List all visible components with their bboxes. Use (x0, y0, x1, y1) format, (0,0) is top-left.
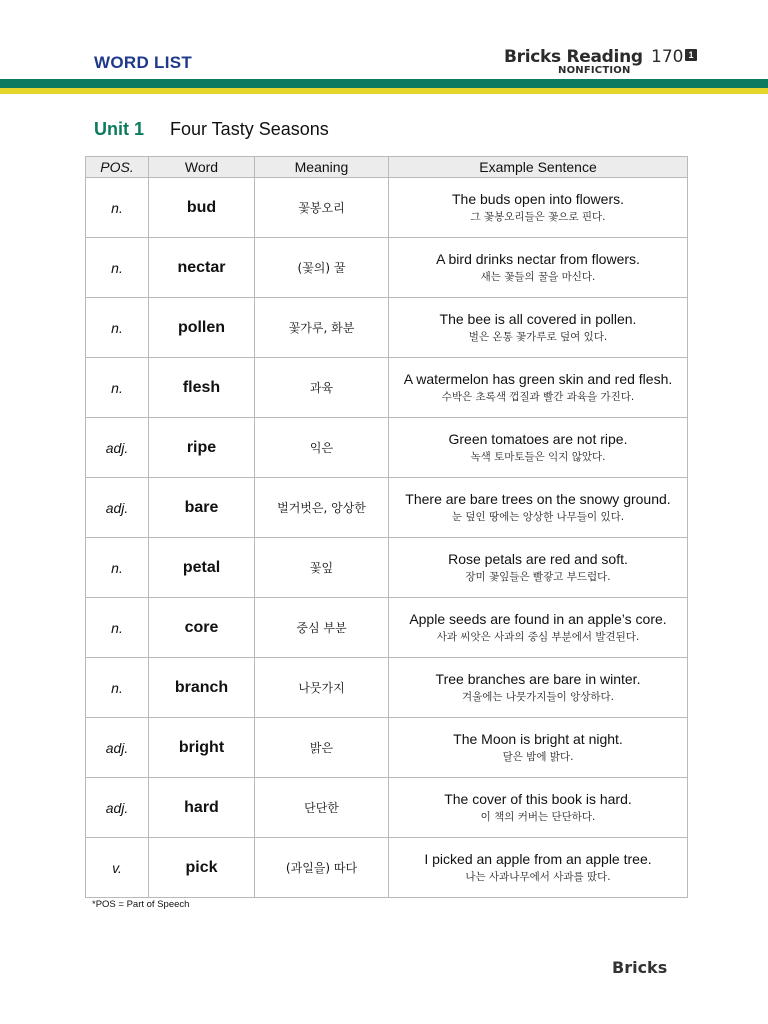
cell-word: flesh (149, 358, 255, 418)
example-sentence-korean: 벌은 온통 꽃가루로 덮여 있다. (468, 331, 608, 343)
cell-meaning: 나뭇가지 (255, 658, 389, 718)
cell-pos: adj. (86, 718, 149, 778)
example-sentence-english: I picked an apple from an apple tree. (424, 851, 652, 867)
example-sentence-english: The buds open into flowers. (452, 191, 624, 207)
cell-pos: n. (86, 358, 149, 418)
example-sentence-english: There are bare trees on the snowy ground. (405, 491, 671, 507)
table-row (86, 838, 688, 898)
cell-pos: adj. (86, 778, 149, 838)
example-sentence-english: The cover of this book is hard. (444, 791, 632, 807)
cell-word: bright (149, 718, 255, 778)
cell-word: bud (149, 178, 255, 238)
footnote: *POS = Part of Speech (92, 899, 190, 910)
unit-heading (94, 119, 329, 140)
table-row (86, 478, 688, 538)
cell-meaning: 과육 (255, 358, 389, 418)
table-row (86, 178, 688, 238)
example-sentence-english: A bird drinks nectar from flowers. (436, 251, 640, 267)
example-sentence-korean: 새는 꽃들의 꿀을 마신다. (480, 271, 596, 283)
cell-meaning: (꽃의) 꿀 (255, 238, 389, 298)
example-sentence-korean: 그 꽃봉오리들은 꽃으로 핀다. (470, 211, 606, 223)
cell-example (389, 478, 688, 538)
example-sentence-korean: 눈 덮인 땅에는 앙상한 나무들이 있다. (451, 511, 625, 523)
cell-meaning: 밝은 (255, 718, 389, 778)
cell-meaning: (과일을) 따다 (255, 838, 389, 898)
table-row (86, 538, 688, 598)
example-sentence-korean: 달은 밤에 밝다. (502, 751, 574, 763)
cell-pos: n. (86, 238, 149, 298)
example-sentence-english: Rose petals are red and soft. (448, 551, 628, 567)
cell-example (389, 298, 688, 358)
example-sentence-english: The bee is all covered in pollen. (439, 311, 637, 327)
cell-pos: n. (86, 178, 149, 238)
table-row (86, 418, 688, 478)
cell-example (389, 838, 688, 898)
table-row (86, 358, 688, 418)
cell-meaning: 꽃잎 (255, 538, 389, 598)
table-row (86, 658, 688, 718)
cell-example (389, 658, 688, 718)
table-header-row (86, 157, 688, 178)
table-row (86, 238, 688, 298)
cell-pos: n. (86, 598, 149, 658)
column-header-pos: POS. (86, 157, 149, 178)
column-header-example: Example Sentence (389, 157, 688, 178)
example-sentence-korean: 장미 꽃잎들은 빨갛고 부드럽다. (465, 571, 611, 583)
table-row (86, 298, 688, 358)
cell-pos: n. (86, 538, 149, 598)
cell-word: petal (149, 538, 255, 598)
cell-word: bare (149, 478, 255, 538)
page-header-title: WORD LIST (94, 53, 193, 72)
cell-example (389, 238, 688, 298)
brand-subtitle: NONFICTION (558, 65, 631, 76)
table-row (86, 778, 688, 838)
cell-example (389, 418, 688, 478)
unit-title: Four Tasty Seasons (170, 119, 329, 139)
cell-meaning: 꽃가루, 화분 (255, 298, 389, 358)
cell-pos: v. (86, 838, 149, 898)
cell-word: pollen (149, 298, 255, 358)
header-stripe-green (0, 79, 768, 88)
example-sentence-english: The Moon is bright at night. (453, 731, 623, 747)
example-sentence-korean: 겨울에는 나뭇가지들이 앙상하다. (461, 691, 614, 703)
word-list-table (85, 156, 688, 898)
cell-word: branch (149, 658, 255, 718)
cell-pos: n. (86, 298, 149, 358)
brand-name: Bricks Reading (504, 47, 643, 67)
cell-word: nectar (149, 238, 255, 298)
column-header-word: Word (149, 157, 255, 178)
example-sentence-english: Apple seeds are found in an apple’s core. (409, 611, 667, 627)
example-sentence-korean: 이 책의 커버는 단단하다. (480, 811, 596, 823)
header-stripe-yellow (0, 88, 768, 94)
table-row (86, 718, 688, 778)
brand-level: 170 (651, 47, 684, 67)
footer-logo: Bricks (612, 958, 668, 977)
example-sentence-english: Green tomatoes are not ripe. (448, 431, 628, 447)
example-sentence-korean: 사과 씨앗은 사과의 중심 부분에서 발견된다. (436, 631, 640, 643)
cell-pos: n. (86, 658, 149, 718)
cell-example (389, 178, 688, 238)
example-sentence-korean: 녹색 토마토들은 익지 않았다. (470, 451, 606, 463)
cell-meaning: 단단한 (255, 778, 389, 838)
cell-word: core (149, 598, 255, 658)
cell-meaning: 벌거벗은, 앙상한 (255, 478, 389, 538)
cell-meaning: 익은 (255, 418, 389, 478)
unit-label: Unit 1 (94, 119, 145, 139)
cell-example (389, 778, 688, 838)
cell-pos: adj. (86, 418, 149, 478)
brand-level-badge: 1 (685, 49, 697, 61)
cell-word: ripe (149, 418, 255, 478)
cell-meaning: 중심 부분 (255, 598, 389, 658)
cell-pos: adj. (86, 478, 149, 538)
cell-example (389, 598, 688, 658)
cell-meaning: 꽃봉오리 (255, 178, 389, 238)
cell-example (389, 358, 688, 418)
column-header-meaning: Meaning (255, 157, 389, 178)
example-sentence-english: Tree branches are bare in winter. (435, 671, 641, 687)
cell-word: hard (149, 778, 255, 838)
example-sentence-english: A watermelon has green skin and red flesh. (403, 371, 673, 387)
table-row (86, 598, 688, 658)
brand-logo (504, 47, 704, 77)
example-sentence-korean: 수박은 초록색 껍질과 빨간 과육을 가진다. (441, 391, 635, 403)
cell-example (389, 538, 688, 598)
cell-word: pick (149, 838, 255, 898)
cell-example (389, 718, 688, 778)
example-sentence-korean: 나는 사과나무에서 사과를 땄다. (465, 871, 611, 883)
